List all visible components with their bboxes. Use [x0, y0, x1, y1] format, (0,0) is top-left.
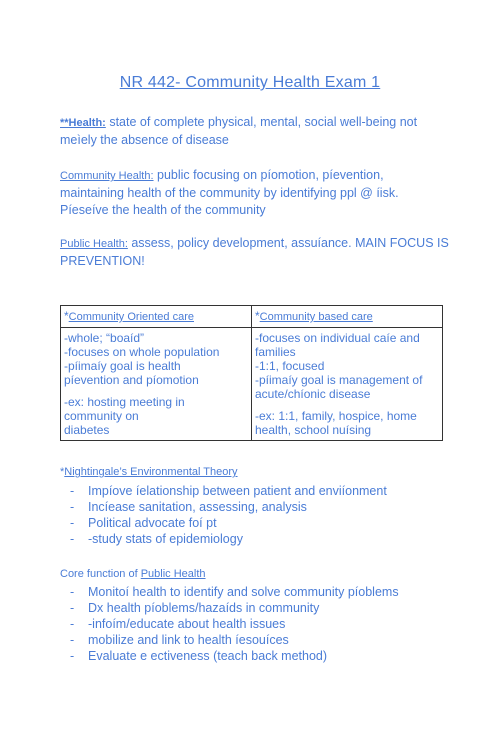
list-item	[70, 483, 387, 499]
table-header-community-oriented	[61, 306, 252, 328]
list-item-text: Dx health píoblems/hazaíds in community	[88, 601, 320, 615]
cell-gap	[255, 401, 439, 409]
cell-line: families	[255, 345, 296, 359]
list-item	[70, 499, 387, 515]
nightingale-list	[70, 483, 387, 547]
list-item	[70, 531, 387, 547]
bullet-dash: -	[70, 516, 75, 530]
list-item	[70, 515, 387, 531]
health-text: state of complete physical, mental, social well-being not meìely the absence of disease	[60, 115, 418, 147]
cell-line: -píimaíy goal is management of	[255, 373, 423, 387]
cell-line: -ex: hosting meeting in	[64, 395, 185, 409]
table-header-community-based	[252, 306, 443, 328]
list-item-text: Incíease sanitation, assessing, analysis	[88, 500, 307, 514]
heading-text: Nightingale’s Environmental Theory	[64, 466, 238, 478]
cell-line: -focuses on whole population	[64, 345, 220, 359]
public-health-definition	[60, 235, 450, 270]
comparison-table	[60, 305, 443, 441]
core-function-list	[70, 584, 399, 664]
cell-gap	[64, 387, 248, 395]
list-item-text: -study stats of epidemiology	[88, 532, 243, 546]
cell-line: health, school nuísing	[255, 423, 372, 437]
community-health-term: Community Health:	[60, 170, 154, 182]
header-star: *	[64, 309, 69, 323]
list-item-text: Monitoí health to identify and solve community píoblems	[88, 585, 399, 599]
bullet-dash: -	[70, 617, 75, 631]
list-item-text: Impíove íelationship between patient and enviíonment	[88, 484, 387, 498]
bullet-dash: -	[70, 585, 75, 599]
community-health-text: public focusing on píomotion, píevention, maintaining health of the community by identifying ppl @ íisk. Píeseíve the health of the community	[60, 168, 399, 217]
core-function-heading	[60, 568, 206, 580]
bullet-dash: -	[70, 500, 75, 514]
cell-line: -focuses on individual caíe and	[255, 331, 420, 345]
header-label: Community Oriented care	[68, 311, 194, 323]
cell-line: acute/chíonic disease	[255, 387, 371, 401]
list-item	[70, 600, 399, 616]
public-health-term: Public Health:	[60, 238, 128, 250]
table-cell-community-based	[252, 328, 443, 441]
list-item	[70, 648, 399, 664]
community-health-definition	[60, 167, 450, 219]
header-label: Community based care	[259, 311, 373, 323]
table-cell-community-oriented	[61, 328, 252, 441]
health-term: **Health:	[60, 117, 106, 129]
list-item-text: mobilize and link to health íesouíces	[88, 633, 289, 647]
list-item	[70, 616, 399, 632]
list-item	[70, 632, 399, 648]
heading-link: Public Health	[140, 568, 206, 580]
document-title: NR 442- Community Health Exam 1	[119, 74, 381, 91]
list-item	[70, 584, 399, 600]
bullet-dash: -	[70, 649, 75, 663]
header-star: *	[255, 309, 260, 323]
cell-line: píevention and píomotion	[64, 373, 199, 387]
bullet-dash: -	[70, 484, 75, 498]
bullet-dash: -	[70, 633, 75, 647]
cell-line: -píimaíy goal is health	[64, 359, 181, 373]
cell-line: community on	[64, 409, 139, 423]
list-item-text: -infoím/educate about health issues	[88, 617, 286, 631]
health-definition	[60, 114, 450, 149]
cell-line: -whole; “boaíd”	[64, 331, 145, 345]
cell-line: diabetes	[64, 423, 110, 437]
bullet-dash: -	[70, 601, 75, 615]
list-item-text: Evaluate e ectiveness (teach back method)	[88, 649, 328, 663]
cell-line: -1:1, focused	[255, 359, 325, 373]
public-health-text: assess, policy development, assuíance. MAIN FOCUS IS PREVENTION!	[60, 236, 449, 268]
heading-text: Core function of	[60, 568, 141, 580]
list-item-text: Political advocate foí pt	[88, 516, 217, 530]
cell-line: -ex: 1:1, family, hospice, home	[255, 409, 417, 423]
nightingale-heading	[60, 466, 238, 478]
bullet-dash: -	[70, 532, 75, 546]
heading-star: *	[60, 466, 65, 478]
